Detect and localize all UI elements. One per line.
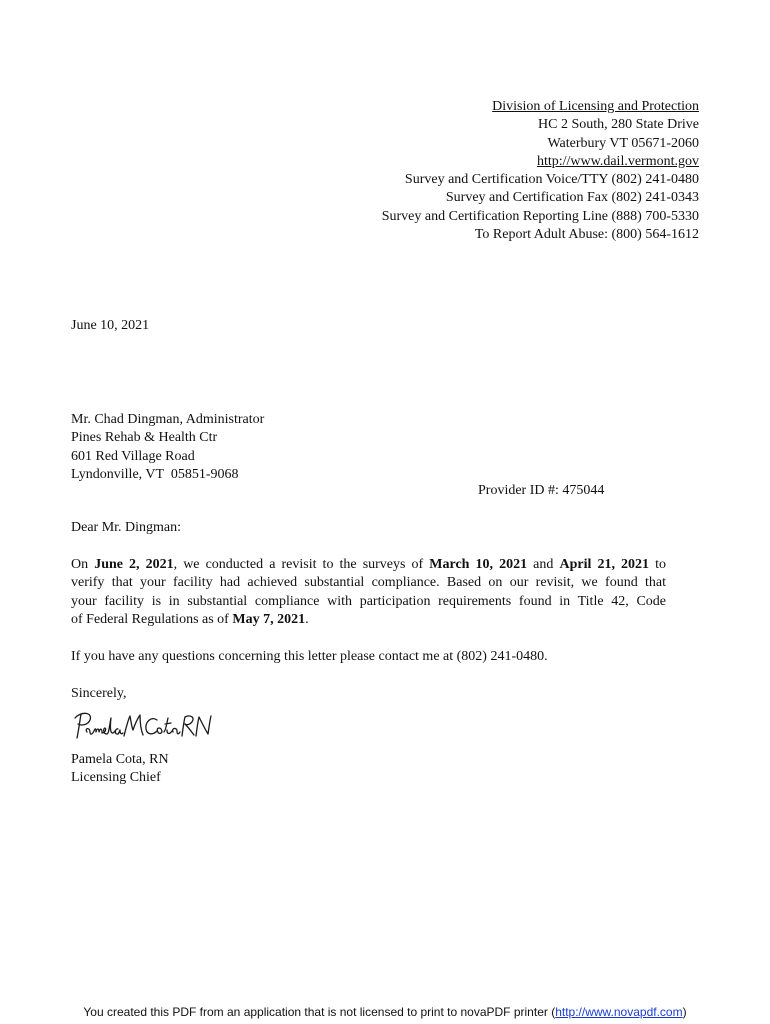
survey-date-2: April 21, 2021 xyxy=(559,557,650,572)
salutation: Dear Mr. Dingman: xyxy=(71,520,182,535)
handwritten-signature xyxy=(71,708,221,753)
recipient-city: Lyndonville, VT 05851-9068 xyxy=(71,466,239,482)
provider-id: Provider ID #: 475044 xyxy=(478,483,605,498)
letterhead-website-link[interactable]: http://www.dail.vermont.gov xyxy=(536,153,699,169)
footer-text: You created this PDF from an application that is not licensed to print to novaPDF printer ( xyxy=(83,1005,556,1019)
survey-date-1: March 10, 2021 xyxy=(429,557,528,572)
letterhead-reporting-line: Survey and Certification Reporting Line (888) 700-5330 xyxy=(381,208,699,224)
letter-date: June 10, 2021 xyxy=(71,318,150,333)
body-paragraph xyxy=(71,556,666,629)
footer-link[interactable]: http://www.novapdf.com xyxy=(555,1005,683,1019)
recipient-name: Mr. Chad Dingman, Administrator xyxy=(71,412,265,427)
footer-notice xyxy=(0,1005,770,1019)
recipient-street: 601 Red Village Road xyxy=(71,448,195,464)
recipient-facility: Pines Rehab & Health Ctr xyxy=(71,430,218,446)
letterhead-city-line: Waterbury VT 05671-2060 xyxy=(547,135,699,151)
letterhead-division: Division of Licensing and Protection xyxy=(492,99,699,114)
letterhead xyxy=(382,98,699,244)
signer-title: Licensing Chief xyxy=(71,770,161,786)
contact-line: If you have any questions concerning this letter please contact me at (802) 241-0480. xyxy=(71,649,548,664)
body-line-3: your facility is in substantial compliance with participation requirements found in Title 42, Code xyxy=(71,593,666,609)
letterhead-address-line: HC 2 South, 280 State Drive xyxy=(538,117,699,133)
recipient-address xyxy=(71,411,264,484)
signer-name: Pamela Cota, RN xyxy=(71,752,169,767)
letterhead-abuse-line: To Report Adult Abuse: (800) 564-1612 xyxy=(474,227,699,243)
body-line-2: verify that your facility had achieved substantial compliance. Based on our revisit, we found that xyxy=(71,575,666,591)
body-line-4: of Federal Regulations as of May 7, 2021. xyxy=(71,611,309,627)
letterhead-voice-line: Survey and Certification Voice/TTY (802) 241-0480 xyxy=(404,172,699,188)
letterhead-fax-line: Survey and Certification Fax (802) 241-0343 xyxy=(445,190,699,206)
footer-close: ) xyxy=(682,1005,687,1019)
compliance-date: May 7, 2021 xyxy=(232,611,306,627)
closing: Sincerely, xyxy=(71,686,127,701)
signer-block xyxy=(71,751,169,788)
body-line-1: On June 2, 2021, we conducted a revisit to the surveys of March 10, 2021 and April 21, 2021 to xyxy=(71,557,666,572)
revisit-date: June 2, 2021 xyxy=(94,557,174,572)
